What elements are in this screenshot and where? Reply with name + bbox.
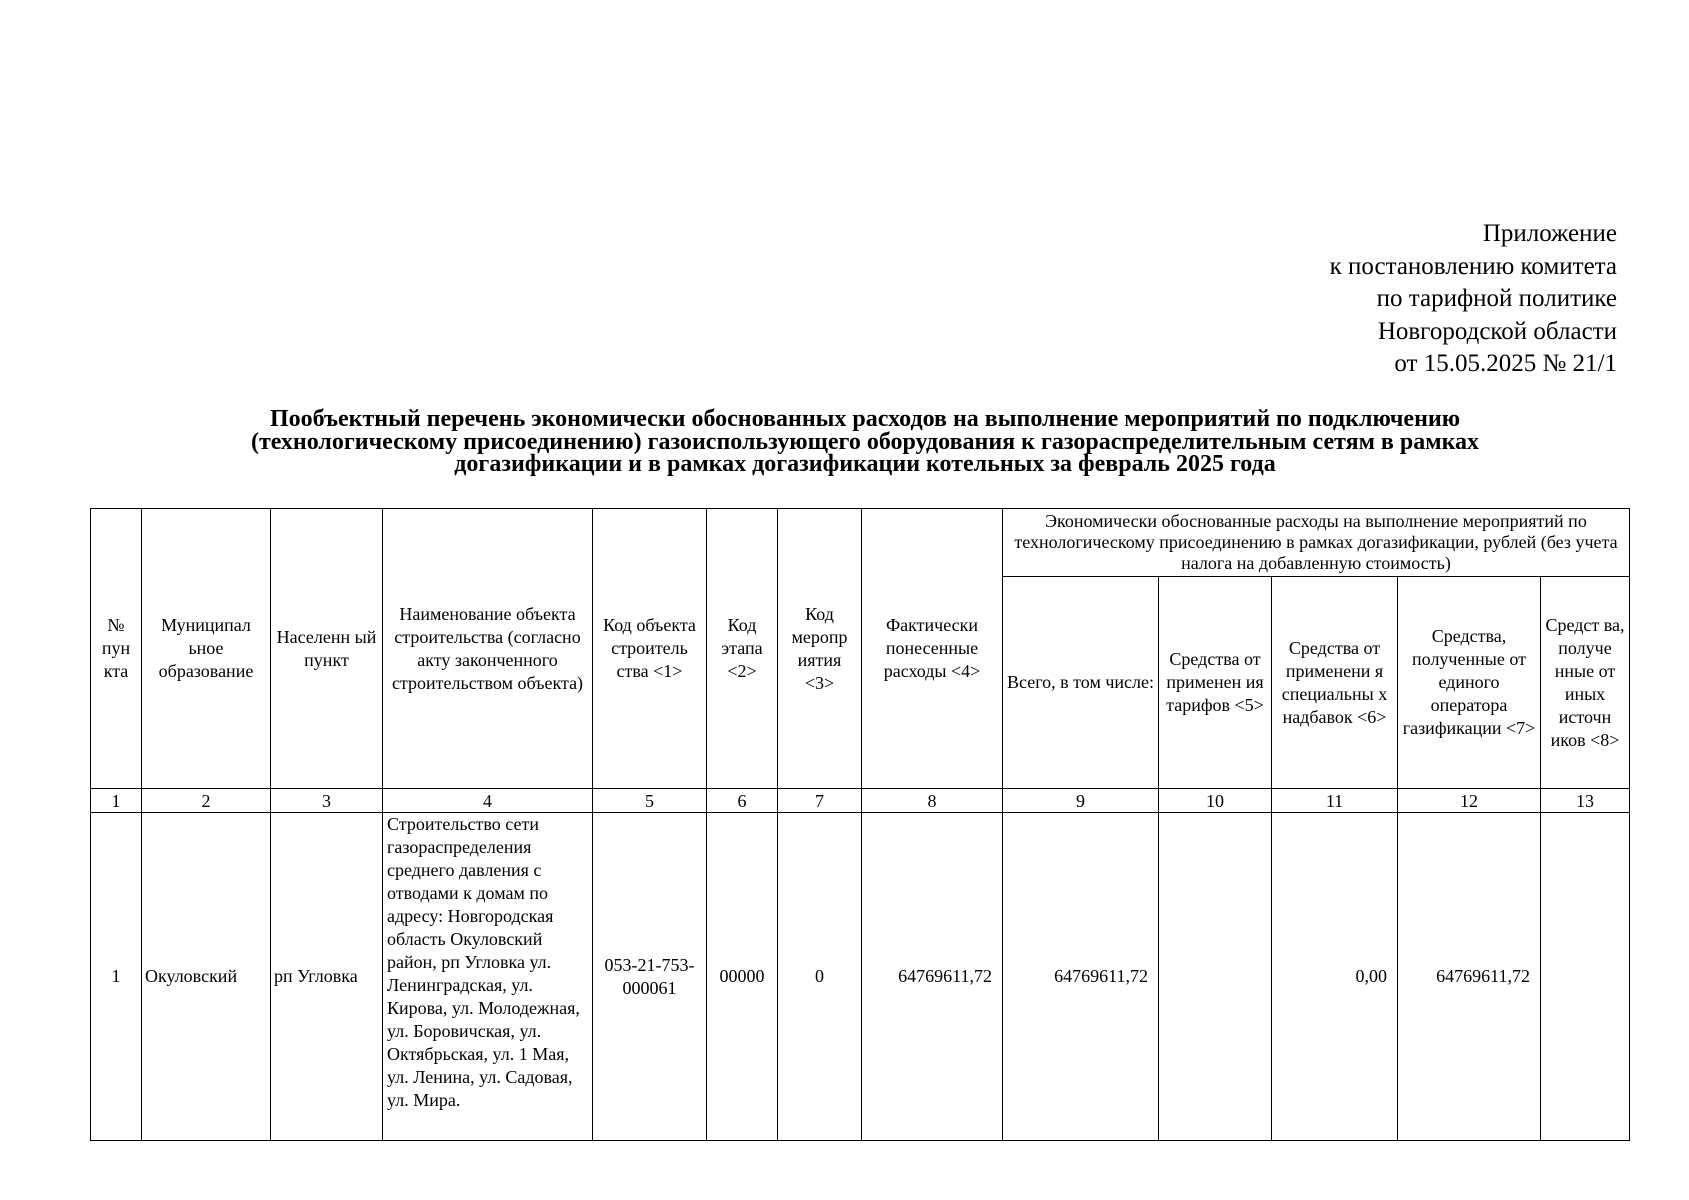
- appendix-note: [1330, 218, 1617, 381]
- column-numbers-row: [91, 789, 1630, 813]
- header-cell-num: № пун кта: [91, 509, 142, 789]
- cell-object-name: Строительство сети газораспределения среднего давления с отводами к домам по адресу: Новгородская область Окуловский район, рп Угловка ул. Ленинградская, ул. Кирова, ул. Молодежная, ул. Боровичская, ул. Октябрьская, ул. 1 Мая, ул. Ленина, ул. Садовая, ул. Мира.: [383, 813, 593, 1141]
- header-cell-total: Всего, в том числе:: [1003, 577, 1159, 789]
- header-cell-other-sources: Средст ва, получе нные от иных источн иков <8>: [1541, 577, 1630, 789]
- header-cell-special-surcharges: Средства от применени я специальны х надбавок <6>: [1272, 577, 1398, 789]
- header-cell-object-name: Наименование объекта строительства (согласно акту законченного строительством объекта): [383, 509, 593, 789]
- appendix-line: Новгородской области: [1377, 317, 1617, 345]
- cell-other-sources: [1541, 813, 1630, 1141]
- column-number: 10: [1159, 789, 1272, 813]
- header-cell-settlement: Населенн ый пункт: [271, 509, 383, 789]
- column-number: 13: [1541, 789, 1630, 813]
- column-number: 12: [1398, 789, 1541, 813]
- column-number: 8: [862, 789, 1003, 813]
- column-number: 3: [271, 789, 383, 813]
- column-number: 5: [593, 789, 707, 813]
- header-cell-stage-code: Код этапа <2>: [707, 509, 778, 789]
- cell-tariffs: [1159, 813, 1272, 1141]
- cell-single-operator: 64769611,72: [1398, 813, 1541, 1141]
- column-number: 2: [142, 789, 271, 813]
- header-cell-tariffs: Средства от применен ия тарифов <5>: [1159, 577, 1272, 789]
- column-number: 4: [383, 789, 593, 813]
- header-row-top: [91, 509, 1630, 577]
- cell-stage-code: 00000: [707, 813, 778, 1141]
- column-number: 11: [1272, 789, 1398, 813]
- appendix-line: от 15.05.2025 № 21/1: [1394, 350, 1617, 377]
- cell-total: 64769611,72: [1003, 813, 1159, 1141]
- cell-settlement: рп Угловка: [271, 813, 383, 1141]
- column-number: 6: [707, 789, 778, 813]
- document-title: [90, 408, 1640, 476]
- cell-municipality: Окуловский: [142, 813, 271, 1141]
- title-line: догазификации и в рамках догазификации котельных за февраль 2025 года: [454, 451, 1276, 477]
- cell-num: 1: [91, 813, 142, 1141]
- column-number: 7: [778, 789, 862, 813]
- appendix-line: к постановлению комитета: [1329, 252, 1617, 280]
- title-line: Пообъектный перечень экономически обоснованных расходов на выполнение мероприятий по подключению: [269, 406, 1461, 432]
- column-number: 9: [1003, 789, 1159, 813]
- cell-actual-costs: 64769611,72: [862, 813, 1003, 1141]
- appendix-line: по тарифной политике: [1376, 285, 1617, 312]
- appendix-line: Приложение: [1482, 220, 1617, 247]
- header-cell-object-code: Код объекта строитель ства <1>: [593, 509, 707, 789]
- header-cell-municipality: Муниципал ьное образование: [142, 509, 271, 789]
- column-number: 1: [91, 789, 142, 813]
- expenses-table: [90, 508, 1630, 1141]
- header-cell-event-code: Код меропр иятия <3>: [778, 509, 862, 789]
- header-group-justified-expenses: Экономически обоснованные расходы на выполнение мероприятий по технологическому присоединению в рамках догазификации, рублей (без учета налога на добавленную стоимость): [1003, 509, 1630, 577]
- cell-special-surcharges: 0,00: [1272, 813, 1398, 1141]
- header-cell-actual-costs: Фактически понесенные расходы <4>: [862, 509, 1003, 789]
- header-cell-single-operator: Средства, полученные от единого оператора газификации <7>: [1398, 577, 1541, 789]
- table-row: [91, 813, 1630, 1141]
- cell-event-code: 0: [778, 813, 862, 1141]
- cell-object-code: 053-21-753-000061: [593, 813, 707, 1141]
- title-line: (технологическому присоединению) газоиспользующего оборудования к газораспределительным сетям в рамках: [250, 428, 1480, 455]
